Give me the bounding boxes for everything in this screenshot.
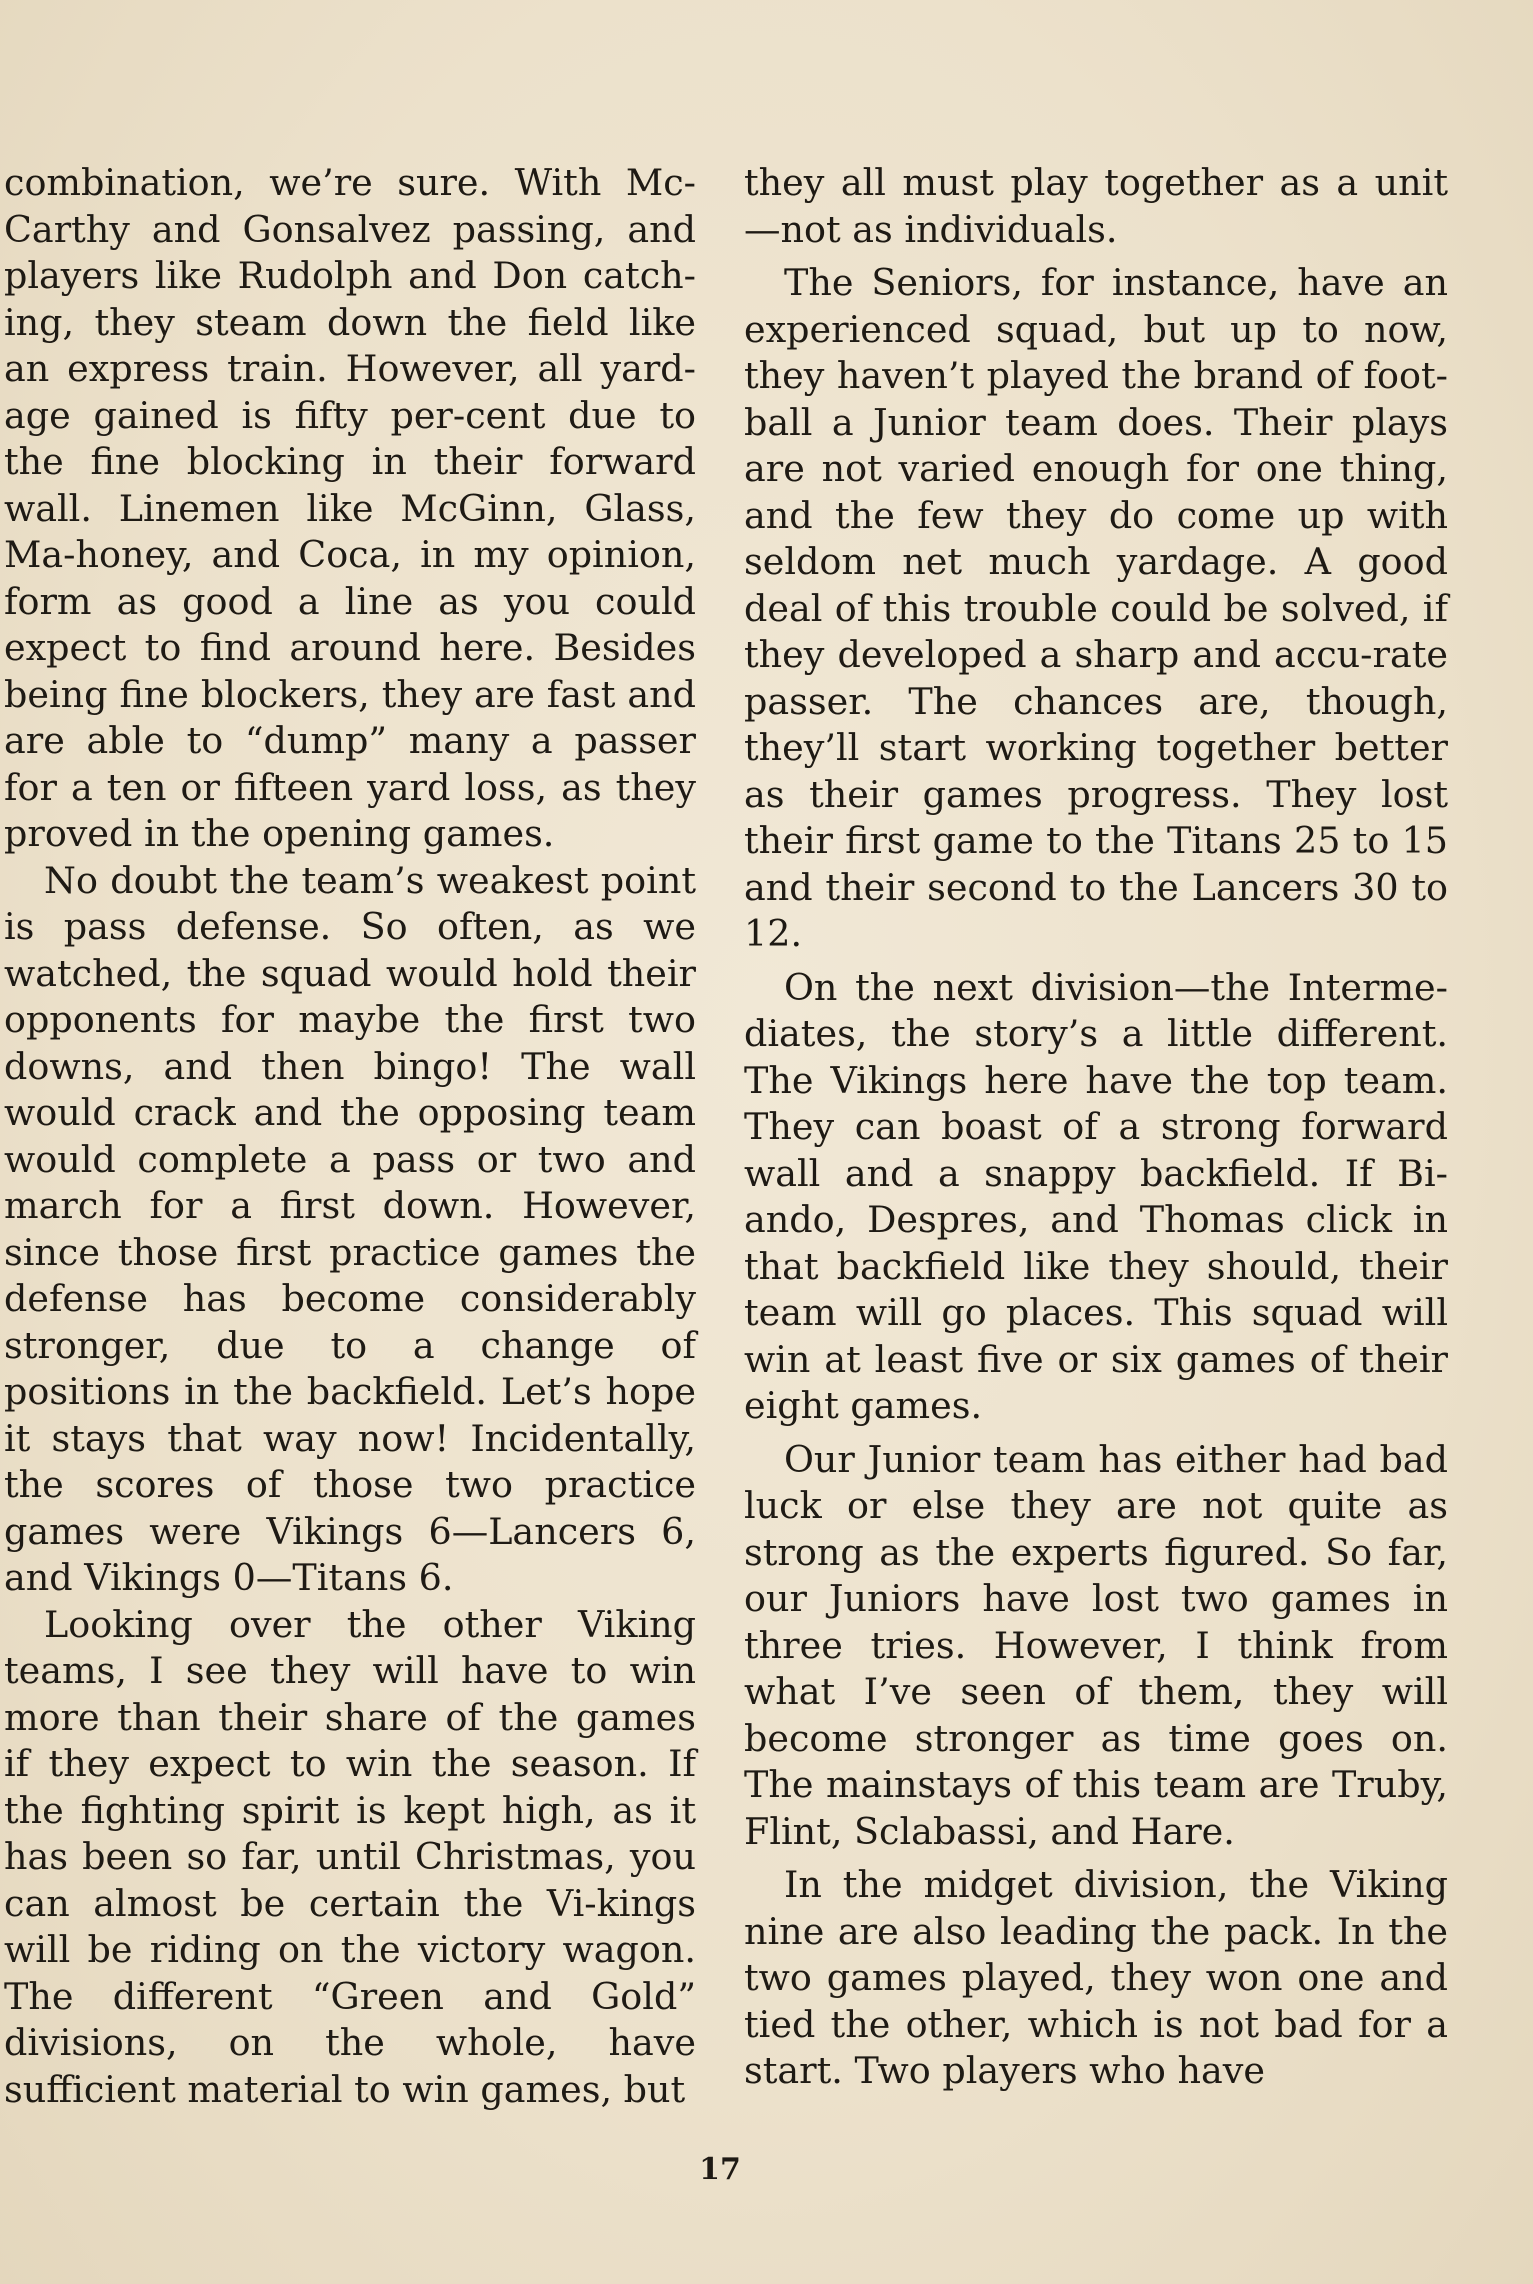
paragraph: combination, we’re sure. With Mc-Carthy and Gonsalvez passing, and players like Rudolph and Don catch-ing, they steam down the field like an express train. However, all yard-age gained is fifty per-cent due to the fine blocking in their forward wall. Linemen like McGinn, Glass, Ma-honey, and Coca, in my opinion, form as good a line as you could expect to find around here. Besides being fine blockers, they are fast and are able to “dump” many a passer for a ten or fifteen yard loss, as they proved in the opening games. xyxy=(4,161,696,855)
paragraph: they all must play together as a unit—not as individuals. xyxy=(744,161,1448,251)
paragraph: In the midget division, the Viking nine are also leading the pack. In the two games played, they won one and tied the other, which is not bad for a start. Two players who have xyxy=(744,1863,1448,2092)
paragraph: No doubt the team’s weakest point is pass defense. So often, as we watched, the squad would hold their opponents for maybe the first two downs, and then bingo! The wall would crack and the opposing team would complete a pass or two and march for a first down. However, since those first practice games the defense has become considerably stronger, due to a change of positions in the backfield. Let’s hope it stays that way now! Incidentally, the scores of those two practice games were Vikings 6—Lancers 6, and Vikings 0—Titans 6. xyxy=(4,858,696,1599)
page-number: 17 xyxy=(699,2152,741,2187)
paragraph: The Seniors, for instance, have an experienced squad, but up to now, they haven’t played the brand of foot-ball a Junior team does. Their plays are not varied enough for one thing, and the few they do come up with seldom net much yardage. A good deal of this trouble could be solved, if they developed a sharp and accu-rate passer. The chances are, though, they’ll start working together better as their games progress. They lost their first game to the Titans 25 to 15 and their second to the Lancers 30 to 12. xyxy=(744,261,1448,955)
paragraph: Our Junior team has either had bad luck or else they are not quite as strong as the experts figured. So far, our Juniors have lost two games in three tries. However, I think from what I’ve seen of them, they will become stronger as time goes on. The mainstays of this team are Truby, Flint, Sclabassi, and Hare. xyxy=(744,1437,1448,1853)
paragraph: Looking over the other Viking teams, I see they will have to win more than their share of the games if they expect to win the season. If the fighting spirit is kept high, as it has been so far, until Christmas, you can almost be certain the Vi-kings will be riding on the victory wagon. The different “Green and Gold” divisions, on the whole, have sufficient material to win games, but xyxy=(4,1602,696,2111)
right-text-column xyxy=(744,160,1448,2160)
left-text-column xyxy=(4,160,696,2160)
paragraph: On the next division—the Interme-diates, the story’s a little different. The Vikings here have the top team. They can boast of a strong forward wall and a snappy backfield. If Bi-ando, Despres, and Thomas click in that backfield like they should, their team will go places. This squad will win at least five or six games of their eight games. xyxy=(744,965,1448,1427)
